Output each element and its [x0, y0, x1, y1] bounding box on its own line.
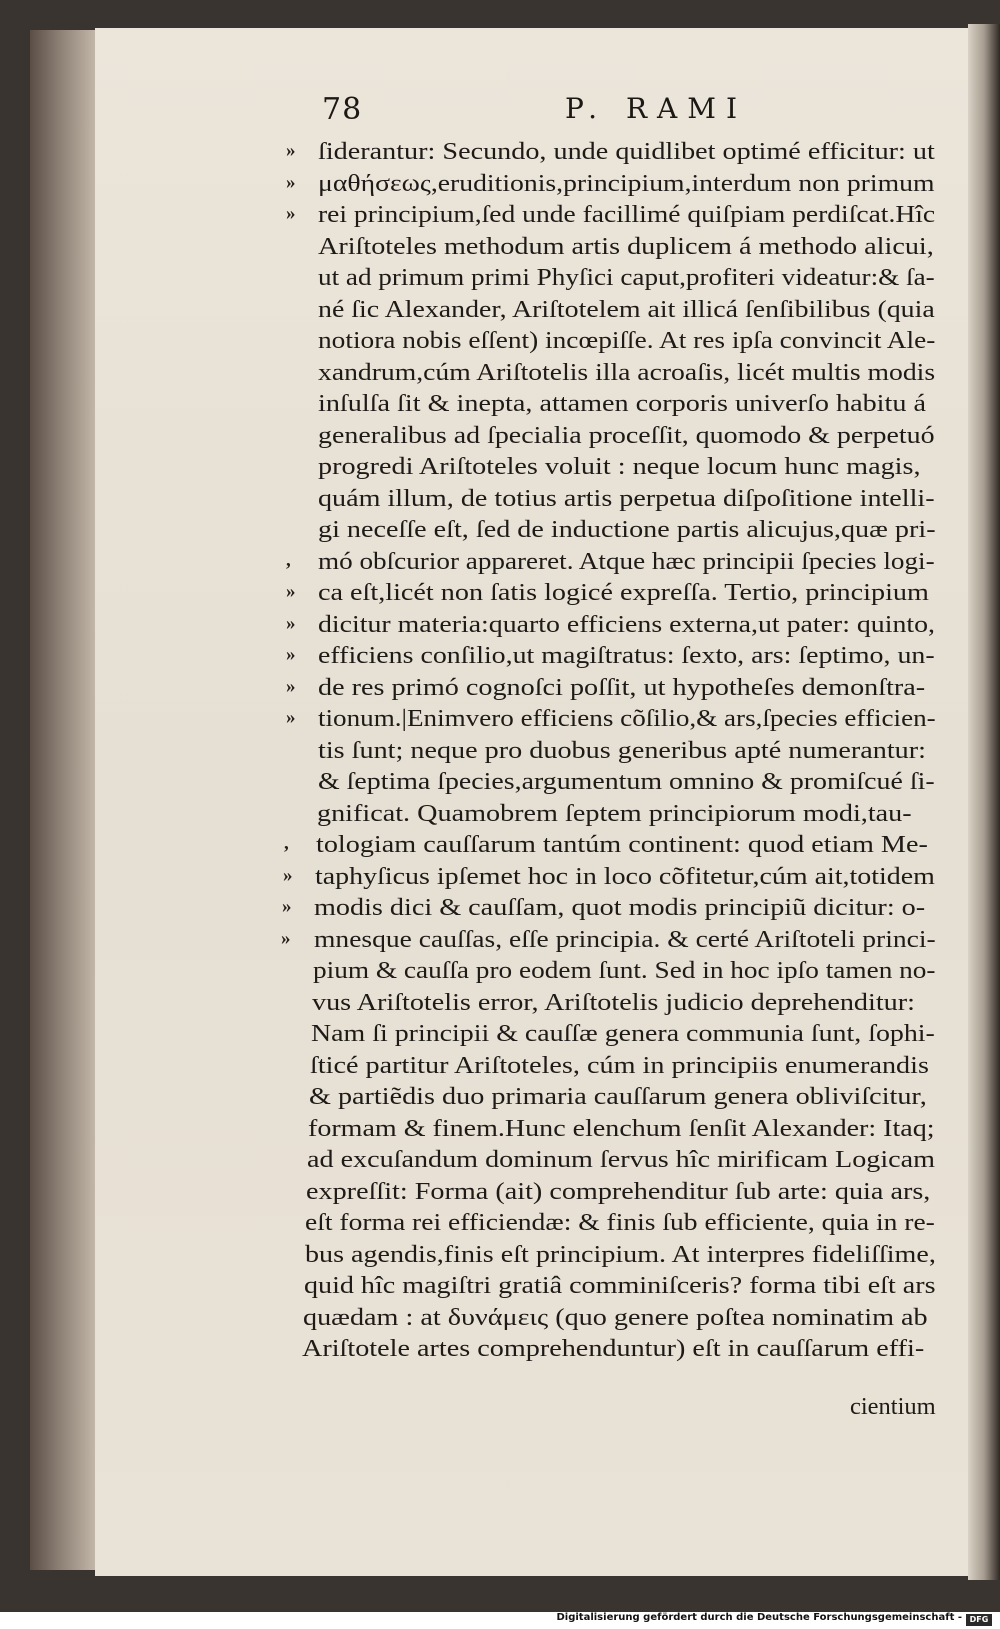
text-line: efficiens conſilio,ut magiſtratus: ſexto, ars: ſeptimo, un-	[318, 642, 935, 669]
binding-shadow	[30, 30, 100, 1570]
text-line: Ariſtoteles methodum artis duplicem á methodo alicui,	[318, 232, 934, 260]
quote-marker: »	[286, 707, 296, 728]
text-line: ad excuſandum dominum ſervus hîc mirificam Logicam	[307, 1146, 936, 1173]
quote-marker: »	[283, 864, 293, 886]
text-line: inſulſa ſit & inepta, attamen corporis univerſo habitu á	[318, 390, 926, 417]
text-line: de res primó cognoſci poſſit, ut hypotheſes demonſtra-	[318, 673, 926, 701]
text-line: ut ad primum primi Phyſici caput,profiteri videatur:& ſa-	[318, 264, 935, 291]
text-line: quædam : at δυνάμεις (quo genere poſtea nominatim ab	[302, 1303, 928, 1331]
catchword: cientium	[850, 1393, 936, 1420]
quote-marker: »	[286, 675, 296, 697]
text-line: notiora nobis eſſent) incœpiſſe. At res ipſa convincit Ale-	[318, 327, 936, 354]
quote-marker: »	[286, 203, 296, 224]
text-line: pium & cauſſa pro eodem ſunt. Sed in hoc ipſo tamen no-	[312, 957, 936, 984]
text-line: tionum.|Enimvero efficiens cõſilio,& ars,ſpecies efficien-	[318, 705, 936, 732]
text-line: bus agendis,finis eſt principium. At interpres fideliſſime,	[304, 1240, 936, 1268]
quote-marker: »	[286, 581, 296, 602]
text-line: né ſic Alexander, Ariſtotelem ait illicá ſenſibilibus (quia	[318, 295, 935, 323]
quote-marker: ,	[284, 833, 289, 854]
quote-marker: »	[286, 644, 296, 665]
text-line: taphyſicus ipſemet hoc in loco cõfitetur,cúm ait,totidem	[315, 862, 936, 890]
quote-marker: »	[282, 896, 292, 917]
text-line: quám illum, de totius artis perpetua diſpoſitione intelli-	[318, 484, 935, 512]
text-line: & partiẽdis duo primaria cauſſarum genera obliviſcitur,	[309, 1083, 927, 1110]
text-line: tis ſunt; neque pro duobus generibus apté numerantur:	[318, 736, 926, 764]
quote-marker: »	[286, 612, 296, 634]
funding-notice: Digitalisierung gefördert durch die Deutsche Forschungsgemeinschaft -	[556, 1612, 962, 1623]
text-line: mnesque cauſſas, eſſe principia. & certé Ariſtoteli princi-	[313, 925, 936, 953]
footer-bar	[0, 1612, 1000, 1629]
text-line: tologiam cauſſarum tantúm continent: quod etiam Me-	[316, 831, 929, 858]
text-line: formam & finem.Hunc elenchum ſenſit Alexander: Itaq;	[308, 1114, 935, 1142]
quote-marker: »	[286, 171, 296, 193]
text-line: vus Ariſtotelis error, Ariſtotelis judicio deprehenditur:	[311, 988, 915, 1016]
text-line: progredi Ariſtoteles voluit : neque locum hunc magis,	[318, 453, 921, 480]
text-line: Nam ſi principii & cauſſæ genera communia ſunt, ſophi-	[310, 1020, 935, 1047]
text-line: eſt forma rei efficiendæ: & finis ſub efficiente, quia in re-	[305, 1209, 936, 1236]
text-line: quid hîc magiſtri gratiâ comminiſceris? forma tibi eſt ars	[303, 1272, 936, 1299]
text-line: ca eſt,licét non ſatis logicé expreſſa. Tertio, principium	[318, 579, 929, 606]
text-line: gnificat. Quamobrem ſeptem principiorum modi,tau-	[317, 799, 912, 827]
text-line: mó obſcurior appareret. Atque hæc principii ſpecies logi-	[318, 547, 935, 575]
text-line: xandrum,cúm Ariſtotelis illa acroaſis, licét multis modis	[318, 358, 936, 386]
text-line: ſticé partitur Ariſtoteles, cúm in principiis enumerandis	[309, 1051, 929, 1079]
quote-marker: »	[281, 927, 291, 949]
page-number: 78	[322, 92, 363, 127]
text-line: & ſeptima ſpecies,argumentum omnino & promiſcué ſi-	[318, 768, 935, 795]
page-edge	[968, 24, 1000, 1580]
text-line: expreſſit: Forma (ait) comprehenditur ſub arte: quia ars,	[306, 1177, 931, 1205]
quote-marker: ,	[286, 549, 291, 571]
text-line: μαθήσεως,eruditionis,principium,interdum non primum	[318, 169, 935, 197]
dfg-logo: DFG	[966, 1614, 992, 1626]
text-line: gi neceſſe eſt, ſed de inductione partis alicujus,quæ pri-	[318, 516, 936, 543]
text-line: modis dici & cauſſam, quot modis principiũ dicitur: o-	[314, 894, 926, 921]
quote-marker: »	[286, 140, 296, 161]
text-line: Ariſtotele artes comprehenduntur) eſt in cauſſarum effi-	[302, 1335, 925, 1362]
text-line: generalibus ad ſpecialia proceſſit, quomodo & perpetuó	[318, 421, 935, 449]
page-header	[0, 92, 1000, 132]
text-line: ſiderantur: Secundo, unde quidlibet optimé efficitur: ut	[318, 138, 935, 165]
text-line: dicitur materia:quarto efficiens externa,ut pater: quinto,	[318, 610, 935, 638]
running-head: P. RAMI	[565, 92, 747, 125]
text-line: rei principium,ſed unde facillimé quiſpiam perdiſcat.Hîc	[318, 201, 936, 228]
